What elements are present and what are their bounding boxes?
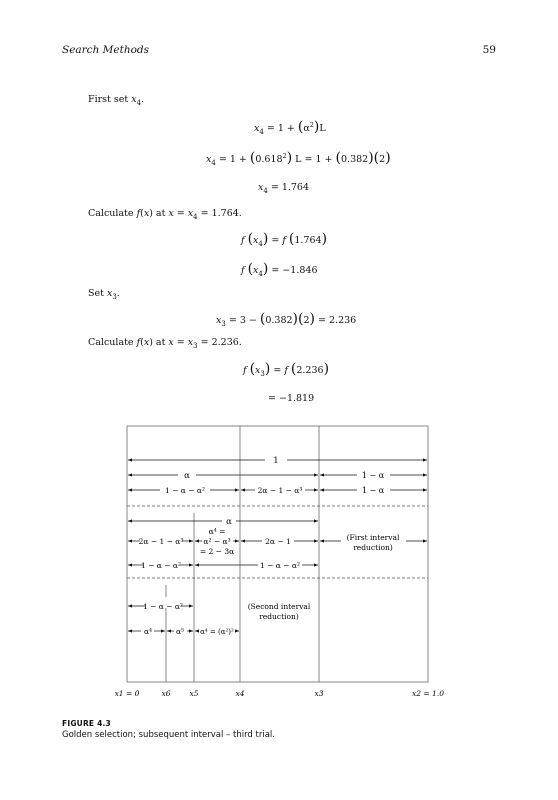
axis-label-x5: x5 xyxy=(189,689,199,698)
label-row2-one-minus-alpha: 1 − α xyxy=(361,471,385,480)
label-row2-alpha: α xyxy=(184,471,190,481)
paragraph-calc-f-x4: Calculate f(x) at $x = x_4 = 1.764$. xyxy=(88,208,242,221)
label-row7-a: 1 − α − α² xyxy=(142,602,184,611)
axis-label-x6: x6 xyxy=(161,689,171,698)
label-first-reduction-2: reduction) xyxy=(353,543,393,552)
equation-x4-value: $x_4 = 1.764$ xyxy=(258,182,310,195)
figure-caption-text: Golden selection; subsequent interval – third trial. xyxy=(62,730,275,740)
equation-f-x4-value: f $(x_4) = -1.846$ xyxy=(241,261,318,278)
label-row5-b3: = 2 − 3α xyxy=(199,547,235,556)
axis-label-x3: x3 xyxy=(314,689,324,698)
label-row1-one: 1 xyxy=(273,456,279,466)
equation-f-x4: f $(x_4) = f$ (1.764) xyxy=(241,231,328,248)
page-number: 59 xyxy=(482,44,496,56)
label-second-reduction-2: reduction) xyxy=(259,612,299,621)
equation-x3: $x_3 = 3 - (0.382)(2) = 2.236$ xyxy=(216,311,357,328)
label-row3-b: 2α − 1 − α³ xyxy=(257,486,303,495)
paragraph-calc-f-x3: Calculate f(x) at $x = x_3 = 2.236$. xyxy=(88,337,242,350)
label-row8-a: α⁴ xyxy=(143,627,153,636)
equation-f-x3-value: = −1.819 xyxy=(268,393,315,404)
label-row3-c: 1 − α xyxy=(361,486,385,495)
label-row5-b2: α² − α³ xyxy=(203,537,231,546)
label-row6-a: 1 − α − α² xyxy=(140,561,182,570)
label-row3-a: 1 − α − α² xyxy=(164,486,206,495)
axis-label-x4: x4 xyxy=(235,689,245,698)
paragraph-set-x4: First set $x_4$. xyxy=(88,94,145,107)
figure-caption-title: FIGURE 4.3 xyxy=(62,719,111,728)
axis-label-x2: x2 = 1.0 xyxy=(412,689,444,698)
label-row8-c: α⁴ = (α²)² xyxy=(200,628,234,636)
label-row5-c: 2α − 1 xyxy=(265,537,291,546)
label-row6-b: 1 − α − α² xyxy=(259,561,301,570)
label-row8-b: α⁵ xyxy=(175,627,185,636)
equation-f-x3: f $(x_3) = f$ (2.236) xyxy=(243,361,330,378)
label-row5-a: 2α − 1 − α³ xyxy=(138,537,184,546)
label-row5-b1: α⁴ = xyxy=(208,527,226,536)
label-second-reduction-1: (Second interval xyxy=(247,602,311,611)
paragraph-set-x3: Set $x_3$. xyxy=(88,288,120,301)
equation-x4-def: $x_4 = 1 + (\alpha^2)L$ xyxy=(254,119,326,136)
running-title: Search Methods xyxy=(62,44,150,56)
equation-x4-calc: $x_4 = 1 + (0.618^2) L = 1 + (0.382)(2)$ xyxy=(206,150,391,167)
label-first-reduction-1: (First interval xyxy=(346,533,400,542)
axis-label-x1: x1 = 0 xyxy=(114,689,140,698)
label-row4-alpha: α xyxy=(226,517,232,527)
